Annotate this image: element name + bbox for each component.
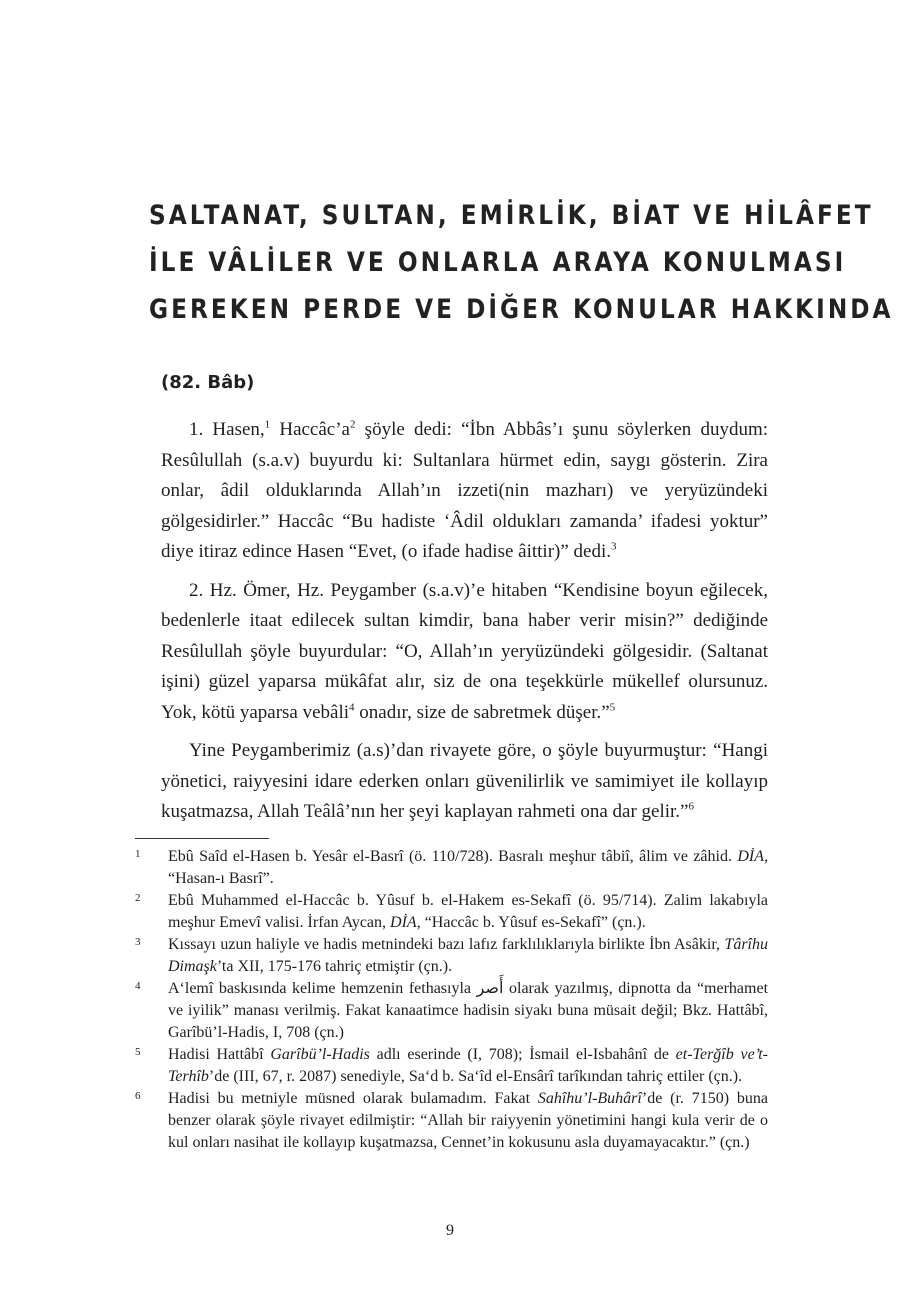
footnote-number: 4 bbox=[135, 980, 141, 992]
footnote-6 bbox=[135, 1088, 768, 1154]
text-run: ’de (r. 7150) buna benzer olarak şöyle rivayet edilmiştir: “Allah bir raiyyenin yönetimini hangi kula verir de o kul onları nasihat ile kollayıp kuşatmazsa, Cennet’in kokusunu asla duyamayacaktır.” (çn.) bbox=[168, 1090, 768, 1151]
footnote-number: 6 bbox=[135, 1090, 141, 1102]
text-run: adlı eserinde (I, 708); İsmail el-Isbahânî de bbox=[369, 1046, 676, 1063]
text-run: Hadisi Hattâbî bbox=[168, 1046, 271, 1063]
page-number: 9 bbox=[446, 1222, 454, 1239]
text-run: Haccâc’a bbox=[270, 419, 350, 440]
text-run: olarak yazılmış, dipnotta da “merhamet ve iyilik” manası verilmiş. Fakat kanaatimce hadisin siyakı buna müsait değil; Bkz. Hattâbî, Garîbü’l-Hadis, I, 708 (çn.) bbox=[168, 980, 769, 1041]
paragraph-2 bbox=[161, 576, 768, 729]
footnote-text bbox=[168, 936, 768, 975]
text-run: A‘lemî baskısında kelime hemzenin fethasıyla bbox=[168, 980, 477, 997]
italic-text: et-Terğîb ve’t-Terhîb bbox=[168, 1046, 769, 1085]
footnote-text bbox=[168, 1090, 768, 1151]
text-run: ’de (III, 67, r. 2087) senediyle, Sa‘d b. Sa‘îd el-Ensârî tarîkından tahriç ettiler (çn.). bbox=[208, 1068, 743, 1085]
text-run: 2. Hz. Ömer, Hz. Peygamber (s.a.v)’e hitaben “Kendisine boyun eğilecek, bedenlerle itaat edilecek sultan kimdir, bana haber verir misin?” dediğinde Resûlullah şöyle buyurdular: “O, Allah’ın yeryüzündeki gölgesidir. (Saltanat işini) güzel yaparsa mükâfat alır, siz de ona teşekkürle mükellef olursunuz. Yok, kötü yaparsa vebâli bbox=[161, 579, 768, 723]
italic-text: Târîhu Dimaşk bbox=[168, 936, 768, 975]
text-run: 1. Hasen, bbox=[189, 419, 265, 440]
text-run: Ebû Saîd el-Hasen b. Yesâr el-Basrî (ö. 110/728). Basralı meşhur tâbiî, âlim ve zâhid. bbox=[168, 848, 738, 865]
footnote-number: 2 bbox=[135, 892, 141, 904]
paragraph-3 bbox=[161, 736, 768, 828]
footnote-1 bbox=[135, 846, 768, 890]
text-run: , “Hasan-ı Basrî”. bbox=[168, 848, 768, 887]
footnote-number: 5 bbox=[135, 1046, 141, 1058]
footnote-ref: 4 bbox=[349, 701, 355, 714]
text-run: Hadisi bu metniyle müsned olarak bulamadım. Fakat bbox=[168, 1090, 538, 1107]
footnote-3 bbox=[135, 934, 768, 978]
italic-text: DİA bbox=[390, 914, 417, 931]
italic-text: Garîbü’l-Hadis bbox=[270, 1046, 370, 1063]
footnote-text bbox=[168, 892, 768, 931]
text-run: , “Haccâc b. Yûsuf es-Sekafî” (çn.). bbox=[416, 914, 646, 931]
footnote-ref: 2 bbox=[350, 418, 356, 431]
footnotes bbox=[135, 846, 768, 1154]
footnote-text bbox=[168, 848, 768, 887]
footnote-number: 1 bbox=[135, 848, 141, 860]
text-run: Yine Peygamberimiz (a.s)’dan rivayete göre, o şöyle buyurmuştur: “Hangi yönetici, raiyyesini idare ederken onları güvenilirlik ve samimiyet ile kollayıp kuşatmazsa, Allah Teâlâ’nın her şeyi kaplayan rahmeti ona dar gelir.” bbox=[161, 740, 768, 822]
italic-text: DİA bbox=[737, 848, 764, 865]
footnote-4 bbox=[135, 978, 768, 1044]
chapter-title bbox=[149, 192, 894, 333]
footnote-text bbox=[168, 980, 768, 1041]
text-run: ’ta XII, 175-176 tahriç etmiştir (çn.). bbox=[216, 958, 453, 975]
title-line-2: İLE VÂLİLER VE ONLARLA ARAYA KONULMASI bbox=[149, 247, 847, 278]
footnote-separator bbox=[135, 838, 269, 839]
text-run: onadır, size de sabretmek düşer.” bbox=[354, 701, 610, 723]
footnote-number: 3 bbox=[135, 936, 141, 948]
title-line-1: SALTANAT, SULTAN, EMİRLİK, BİAT VE HİLÂFET bbox=[149, 200, 874, 231]
footnote-ref: 5 bbox=[609, 701, 616, 714]
footnote-5 bbox=[135, 1044, 768, 1088]
text-run: Kıssayı uzun haliyle ve hadis metnindeki bazı lafız farklılıklarıyla birlikte İbn Asâkir, bbox=[168, 936, 725, 953]
footnote-2 bbox=[135, 890, 768, 934]
body-text bbox=[161, 415, 768, 836]
section-heading: (82. Bâb) bbox=[161, 372, 255, 393]
footnote-ref: 3 bbox=[611, 540, 617, 553]
text-run: Ebû Muhammed el-Haccâc b. Yûsuf b. el-Hakem es-Sekafî (ö. 95/714). Zalim lakabıyla meşhur Emevî valisi. İrfan Aycan, bbox=[168, 892, 768, 931]
footnote-text bbox=[168, 1046, 768, 1085]
footnote-ref: 6 bbox=[688, 800, 694, 813]
footnote-ref: 1 bbox=[264, 418, 271, 431]
italic-text: Sahîhu’l-Buhârî bbox=[537, 1090, 642, 1107]
arabic-text: أَصر bbox=[476, 980, 504, 997]
paragraph-1 bbox=[161, 415, 768, 568]
text-run: şöyle dedi: “İbn Abbâs’ı şunu söylerken duydum: Resûlullah (s.a.v) buyurdu ki: Sultanlara hürmet edin, saygı gösterin. Zira onlar, âdil olduklarında Allah’ın izzeti(nin mazharı) ve yeryüzündeki gölgesidirler.” Haccâc “Bu hadiste ‘Âdil oldukları zamanda’ ifadesi yoktur” diye itiraz edince Hasen “Evet, (o ifade hadise âittir)” dedi. bbox=[161, 419, 769, 562]
title-line-3: GEREKEN PERDE VE DİĞER KONULAR HAKKINDA bbox=[149, 294, 894, 325]
